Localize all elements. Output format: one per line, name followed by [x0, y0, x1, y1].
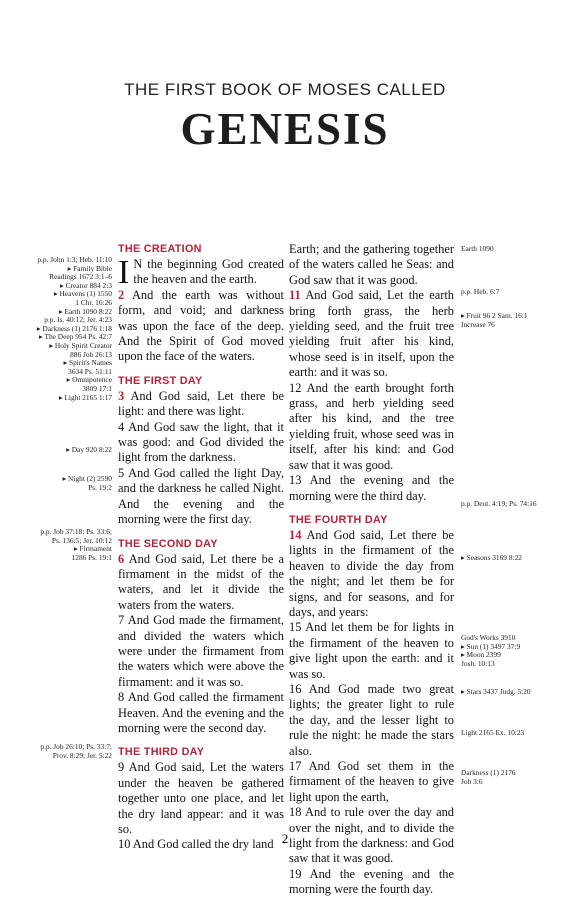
cross-reference-line: 1 Chr. 16:26 — [75, 297, 112, 307]
cross-reference-line: Ps. 19:2 — [88, 482, 112, 492]
verse-text: And God called the light Day, and the darkness he called Night. And the evening and the morning were the first day. — [118, 465, 284, 527]
verse-1 — [118, 254, 284, 291]
cross-reference-line: ▸ Day 920 8:22 — [66, 445, 112, 454]
cross-reference-line: ▸ Creator 884 2:3 — [60, 280, 112, 290]
verse-number: 3 — [118, 388, 125, 403]
verse-text: And God said, Let there be a firmament in the midst of the waters, and let it divide the waters from the waters. — [118, 551, 284, 612]
verse-10-continued — [289, 242, 454, 288]
right-margin-refs-b — [461, 288, 569, 297]
right-margin-refs-i — [461, 769, 569, 786]
cross-reference-line: Job 3:6 — [461, 776, 483, 786]
cross-reference-line: 3634 Ps. 51:11 — [68, 366, 112, 376]
left-margin-refs-c — [0, 475, 112, 492]
verse-text: And the evening and the morning were the fourth day. — [289, 866, 454, 897]
right-margin-refs-e — [461, 554, 569, 563]
verse-text: And God said, Let the waters under the heaven be gathered together unto one place, and let the dry land appear: and it was so. — [118, 760, 284, 836]
verse-number: 17 — [289, 759, 302, 773]
right-margin-refs-c — [461, 312, 569, 329]
verse-number: 19 — [289, 866, 302, 881]
verse-11 — [289, 288, 454, 380]
verse-number: 18 — [289, 805, 302, 820]
cross-reference-line: Darkness (1) 2176 — [461, 768, 516, 777]
verse-15 — [289, 620, 454, 682]
verse-text: And God saw the light, that it was good: and God divided the light from the darkness. — [118, 419, 284, 465]
cross-reference-line: p.p. Deut. 4:19; Ps. 74:16 — [461, 499, 537, 508]
cross-reference-line: ▸ Firmament — [74, 544, 112, 554]
left-margin-refs-e — [0, 743, 112, 760]
verse-number: 7 — [118, 613, 125, 628]
verse-text: And God said, Let there be lights in the firmament of the heaven to divide the day from the night; and let them be for signs, and for seasons, and for days, and years: — [289, 527, 454, 619]
cross-reference-line: ▸ Stars 3437 Judg. 5:20 — [461, 687, 531, 696]
verse-16 — [289, 682, 454, 759]
cross-reference-line: Prov. 8:29; Jer. 5:22 — [52, 750, 112, 760]
cross-reference-line: ▸ Holy Spirit Creator — [49, 340, 112, 350]
cross-reference-line: Readings 1672 3:1–6 — [49, 272, 112, 282]
cross-reference-line: ▸ Spirit's Names — [63, 358, 112, 368]
verse-3 — [118, 389, 284, 420]
cross-reference-line: p.p. Heb. 6:7 — [461, 287, 500, 296]
cross-reference-line: Earth 1090 — [461, 244, 494, 253]
cross-reference-line: 3809 17:1 — [82, 383, 112, 393]
verse-text: And the earth brought forth grass, and herb yielding seed after his kind, and the tree yielding fruit, whose seed was in itself, after his kind: and God saw that it was good. — [289, 380, 454, 472]
verse-number: 4 — [118, 419, 125, 434]
cross-reference-line: God's Works 3910 — [461, 633, 516, 642]
verse-text: Earth; and the gathering together of the waters called he Seas: and God saw that it was good. — [289, 242, 454, 287]
cross-reference-line: ▸ Light 2165 1:17 — [58, 392, 112, 402]
verse-text: And God called the firmament Heaven. And the evening and the morning were the second day. — [118, 690, 284, 735]
verse-number: 9 — [118, 760, 125, 775]
verse-4 — [118, 420, 284, 466]
verse-number: 13 — [289, 473, 302, 488]
section-heading: THE FIRST DAY — [118, 374, 203, 387]
right-margin-refs-g — [461, 688, 569, 697]
verse-5 — [118, 466, 284, 528]
cross-reference-line: ▸ Earth 1090 8:22 — [58, 306, 112, 316]
verse-text: And God made the firmament, and divided the waters which were under the firmament from the waters which were above the firmament: and it was so. — [118, 613, 284, 689]
verse-number: 10 — [118, 837, 131, 852]
verse-6 — [118, 552, 284, 614]
verse-text: And God set them in the firmament of the heaven to give light upon the earth, — [289, 759, 454, 804]
verse-text: And the evening and the morning were the third day. — [289, 473, 454, 503]
page-number: 2 — [281, 831, 289, 846]
cross-reference-line: 1286 Ps. 19:1 — [71, 552, 112, 562]
cross-reference-line: ▸ Seasons 3169 8:22 — [461, 553, 522, 562]
cross-reference-line: Increase 76 — [461, 319, 495, 329]
verse-text: And to rule over the day and over the night, and to divide the light from the darkness: and God saw that it was good. — [289, 805, 454, 866]
left-margin-refs-d — [0, 528, 112, 562]
verse-9 — [118, 760, 284, 837]
verse-13 — [289, 473, 454, 504]
verse-number: 11 — [289, 288, 301, 303]
verse-text: And God said, Let the earth bring forth grass, the herb yielding seed, and the fruit tree yielding fruit after his kind, whose seed is in itself, upon the earth: and it was so. — [289, 288, 454, 380]
verse-number: 16 — [289, 681, 302, 696]
left-margin-refs-a — [0, 256, 112, 402]
right-margin-refs-d — [461, 500, 569, 509]
cross-reference-line: p.p. Is. 40:12; Jer. 4:23 — [44, 315, 112, 325]
verse-number: 2 — [118, 287, 125, 302]
verse-text: And let them be for lights in the firmament of the heaven to give light upon the earth: and it was so. — [289, 620, 454, 681]
cross-reference-line: ▸ The Deep 954 Ps. 42:7 — [39, 332, 112, 342]
verse-number: 12 — [289, 380, 302, 395]
right-margin-refs-a — [461, 245, 569, 254]
cross-reference-line: 886 Job 26:13 — [70, 349, 112, 359]
verse-2 — [118, 288, 284, 365]
verse-19 — [289, 867, 454, 898]
cross-reference-line: ▸ Night (2) 2590 — [62, 474, 112, 483]
cross-reference-line: ▸ Fruit 96 2 Sam. 16:1 — [461, 311, 528, 320]
section-heading: THE THIRD DAY — [118, 746, 205, 759]
verse-number: 5 — [118, 465, 125, 480]
text-column-2 — [289, 242, 454, 898]
book-title: GENESIS — [180, 104, 390, 154]
right-margin-refs-h — [461, 729, 569, 738]
cross-reference-line: Light 2165 Ex. 10:23 — [461, 728, 525, 737]
cross-reference-line: ▸ Family Bible — [67, 263, 112, 273]
cross-reference-line: Josh. 10:13 — [461, 658, 495, 668]
section-heading: THE SECOND DAY — [118, 537, 218, 550]
verse-number: 6 — [118, 551, 125, 566]
cross-reference-line: ▸ Heavens (1) 1550 — [53, 289, 112, 299]
verse-number: 8 — [118, 690, 125, 705]
verse-text: N the beginning God created the heaven and the earth. — [133, 257, 284, 287]
verse-7 — [118, 613, 284, 690]
cross-reference-line: p.p. John 1:3; Heb. 11:10 — [37, 255, 112, 264]
drop-cap: I — [118, 254, 130, 291]
left-margin-refs-b — [0, 446, 112, 455]
section-heading: THE FOURTH DAY — [289, 513, 388, 526]
cross-reference-line: p.p. Job 37:18; Ps. 33:6; — [40, 527, 112, 536]
book-pretitle: THE FIRST BOOK OF MOSES CALLED — [124, 80, 446, 99]
verse-number: 14 — [289, 527, 302, 542]
verse-text: And God made two great lights; the greater light to rule the day, and the lesser light to rule the night: he made the stars also. — [289, 681, 454, 758]
cross-reference-line: ▸ Moon 2399 — [461, 650, 501, 660]
verse-17 — [289, 759, 454, 805]
text-column-1 — [118, 242, 284, 853]
section-heading: THE CREATION — [118, 243, 202, 255]
verse-12 — [289, 381, 454, 473]
cross-reference-line: ▸ Omnipotence — [66, 375, 112, 385]
verse-8 — [118, 690, 284, 736]
verse-text: And the earth was without form, and void; and darkness was upon the face of the deep. And the Spirit of God moved upon the face of the waters. — [118, 287, 284, 364]
cross-reference-line: Ps. 136:5; Jer. 10:12 — [51, 535, 112, 545]
cross-reference-line: ▸ Darkness (1) 2176 1:18 — [36, 323, 112, 333]
right-margin-refs-f — [461, 634, 569, 668]
cross-reference-line: ▸ Sun (1) 3497 37:9 — [461, 641, 521, 651]
verse-text: And God said, Let there be light: and there was light. — [118, 388, 284, 419]
verse-14 — [289, 528, 454, 620]
verse-text: And God called the dry land — [130, 837, 274, 852]
verse-number: 15 — [289, 620, 302, 635]
cross-reference-line: p.p. Job 26:10; Ps. 33:7; — [40, 742, 112, 751]
